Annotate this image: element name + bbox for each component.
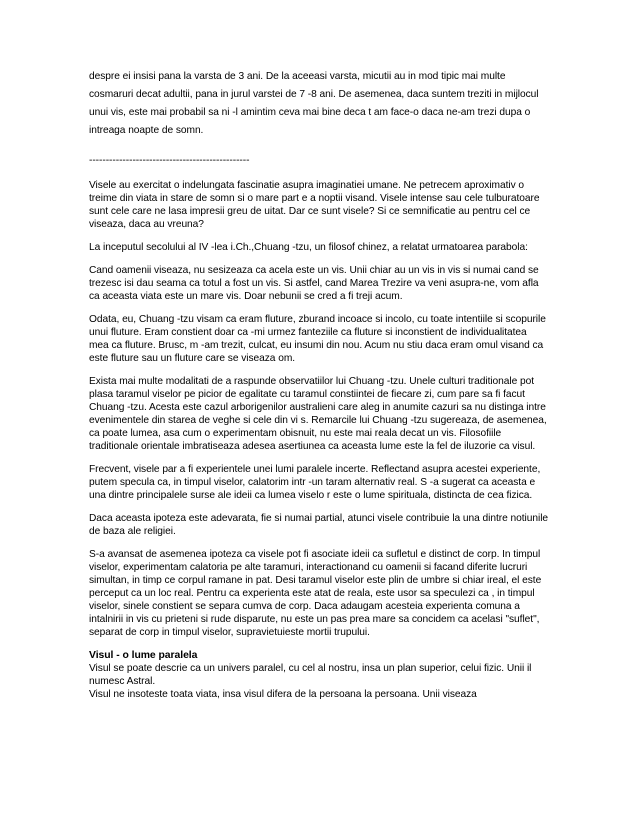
paragraph-chuang-tzu-intro: La inceputul secolului al IV -lea i.Ch.,Chuang -tzu, un filosof chinez, a relatat urmatoarea parabola: [89, 242, 528, 253]
paragraph-intro: despre ei insisi pana la varsta de 3 ani. De la aceeasi varsta, micutii au in mod tipic mai multe cosmaruri decat adultii, pana in jurul varstei de 7 -8 ani. De asemenea, daca suntem treziti in mijlocul unui vis, este mai probabil sa ni -l amintim ceva mai bine deca t am face-o daca ne-am trezi dupa o intreaga noapte de somn. [89, 71, 539, 136]
paragraph-fascination: Visele au exercitat o indelungata fascinatie asupra imaginatiei umane. Ne petrecem aproximativ o treime din viata in stare de somn si o mare part e a noptii visand. Visele intense sau cele tulburatoare sunt cele care ne lasa impresii greu de uitat. Dar ce sunt visele? Si ce semnificatie au pentru cel ce viseaza, daca au vreuna? [89, 180, 540, 230]
document-body [89, 68, 549, 701]
paragraph-responses: Exista mai multe modalitati de a raspunde observatiilor lui Chuang -tzu. Unele culturi traditionale pot plasa taramul viselor pe picior de egalitate cu taramul constiintei de fiecare zi, cum pare sa fi facut Chuang -tzu. Acesta este cazul arborigenilor australieni care aleg in anumite cazuri sa nu distinga intre evenimentele din starea de veghe si cele din vi s. Remarcile lui Chuang -tzu sugereaza, de asemenea, ca poate lumea, asa cum o experimentam obisnuit, nu este mai reala decat un vis. Filosofiile traditionale orientale imbratiseaza adesea asertiunea ca aceasta lume este la fel de iluzorie ca visul. [89, 376, 547, 452]
paragraph-parable-dream: Cand oamenii viseaza, nu sesizeaza ca acela este un vis. Unii chiar au un vis in vis si numai cand se trezesc isi dau seama ca totul a fost un vis. Si astfel, cand Marea Trezire va veni asupra-ne, vom afla ca aceasta viata este un mare vis. Doar nebunii se cred a fi treji acum. [89, 265, 539, 302]
section-line-1: Visul se poate descrie ca un univers paralel, cu cel al nostru, insa un plan superior, celui fizic. Unii il numesc Astral. [89, 663, 532, 687]
paragraph-parallel-world: Frecvent, visele par a fi experientele unei lumi paralele incerte. Reflectand asupra acestei experiente, putem specula ca, in timpul viselor, calatorim intr -un taram alternativ real. S -a sugerat ca aceasta e una dintre principalele surse ale ideii ca lumea viselo r este o lume spirituala, distincta de cea fizica. [89, 464, 541, 501]
dashed-separator: ------------------------------------------------ [89, 155, 250, 166]
section-heading: Visul - o lume paralela [89, 650, 198, 661]
section-line-2: Visul ne insoteste toata viata, insa visul difera de la persoana la persoana. Unii viseaza [89, 689, 477, 700]
paragraph-religion: Daca aceasta ipoteza este adevarata, fie si numai partial, atunci visele contribuie la una dintre notiunile de baza ale religiei. [89, 513, 549, 537]
paragraph-soul: S-a avansat de asemenea ipoteza ca visele pot fi asociate ideii ca sufletul e distinct de corp. In timpul viselor, experimentam calatoria pe alte taramuri, interactionand cu oamenii si facand diferite lucruri simultan, in timp ce corpul ramane in pat. Desi taramul viselor este plin de umbre si chiar ireal, el este perceput ca un loc real. Pentru ca experienta este atat de reala, este usor sa speculezi ca , in timpul viselor, sinele constient se separa cumva de corp. Daca adaugam acesteia experienta comuna a intalnirii in vis cu prieteni si rude disparute, nu este un pas prea mare sa concidem ca acelasi "suflet", separat de corp in timpul viselor, supravietuieste mortii trupului. [89, 549, 542, 638]
paragraph-parable-butterfly: Odata, eu, Chuang -tzu visam ca eram fluture, zburand incoace si incolo, cu toate intentiile si scopurile unui fluture. Eram constient doar ca -mi urmez fanteziile ca fluture si inconstient de individualitatea mea ca fluture. Brusc, m -am trezit, culcat, eu insumi din nou. Acum nu stiu daca eram omul visand ca este fluture sau un fluture care se viseaza om. [89, 314, 546, 364]
